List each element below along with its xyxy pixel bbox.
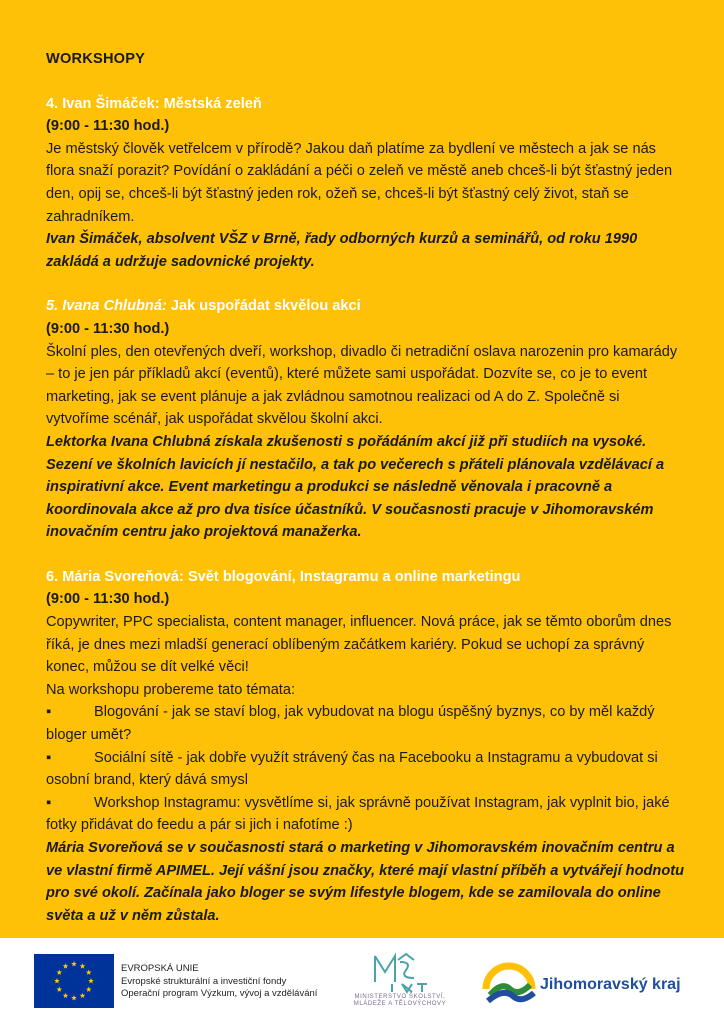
msmt-line-1: MINISTERSTVO ŠKOLSTVÍ, <box>354 994 446 1000</box>
list-item-text: Workshop Instagramu: vysvětlíme si, jak správně používat Instagram, jak vyplnit bio, jaké fotky přidávat do feedu a pár si jich i nafotíme :) <box>46 794 670 834</box>
jmk-name: Jihomoravský kraj <box>540 976 681 993</box>
list-item-text: Blogování - jak se staví blog, jak vybudovat na blogu úspěšný byznys, co by měl každý bloger umět? <box>46 704 655 744</box>
eu-line-1: EVROPSKÁ UNIE <box>121 963 199 974</box>
workshop-section-5 <box>46 295 686 544</box>
jmk-logo-icon <box>480 955 538 1005</box>
list-item-text: Sociální sítě - jak dobře využít strávený čas na Facebooku a Instagramu a vybudovat si osobní brand, který dává smysl <box>46 749 658 789</box>
section-title: 4. Ivan Šimáček: Městská zeleň <box>46 95 262 112</box>
section-bio: Lektorka Ivana Chlubná získala zkušenosti s pořádáním akcí již při studiích na vysoké. Sezení ve školních lavicích jí nestačilo, a tak po večerech s přáteli plánovala vzdělávací a inspirativní akce. Event marketingu a produkci se následně věnovala i pracovně a koordinovala akce až pro dva tisíce účastníků. V současnosti pracuje v Jihomoravském inovačním centru jako projektová manažerka. <box>46 433 665 541</box>
list-item <box>46 701 686 746</box>
eu-line-2: Evropské strukturální a investiční fondy <box>121 975 287 987</box>
bullet-icon: ▪ <box>46 794 52 811</box>
section-title-name: 5. Ivana Chlubná: <box>46 298 167 315</box>
page-heading: WORKSHOPY <box>46 51 146 67</box>
section-intro: Na workshopu probereme tato témata: <box>46 681 296 698</box>
bullet-icon: ▪ <box>46 749 52 766</box>
section-time: (9:00 - 11:30 hod.) <box>46 320 170 337</box>
section-body: Copywriter, PPC specialista, content manager, influencer. Nová práce, jak se těmto oborům dnes říká, je dnes mezi mladší generací oblíbeným začátkem kariéry. Pokud se uchopí za správný konec, můžou se dít velké věci! <box>46 614 672 676</box>
msmt-text <box>332 994 468 1008</box>
eu-flag-icon <box>34 954 114 1008</box>
eu-line-3: Operační program Výzkum, vývoj a vzdělávání <box>121 988 318 999</box>
section-time: (9:00 - 11:30 hod.) <box>46 591 170 608</box>
section-bio: Mária Svoreňová se v současnosti stará o marketing v Jihomoravském inovačním centru a ve vlastní firmě APIMEL. Její vášní jsou značky, které mají vlastní příběh a vytvářejí hodnotu pro své okolí. Začínala jako bloger se svým lifestyle blogem, kde se zamilovala do online světa a už v něm zůstala. <box>46 840 685 924</box>
workshop-section-4 <box>46 93 686 274</box>
document-content <box>46 48 686 949</box>
list-item <box>46 747 686 792</box>
msmt-line-2: MLÁDEŽE A TĚLOVÝCHOVY <box>353 1001 447 1007</box>
workshop-section-6 <box>46 566 686 928</box>
section-title <box>46 295 686 318</box>
section-bio: Ivan Šimáček, absolvent VŠZ v Brně, řady odborných kurzů a seminářů, od roku 1990 zakládá a udržuje sadovnické projekty. <box>46 231 638 270</box>
section-body: Je městský člověk vetřelcem v přírodě? Jakou daň platíme za bydlení ve městech a jak se nás flora snaží porazit? Povídání o zakládání a péči o zeleň ve městě aneb chceš-li být šťastný jeden den, opij se, chceš-li být šťastný jeden rok, ožeň se, chceš-li být šťastný celý život, staň se zahradníkem. <box>46 140 673 225</box>
eu-text <box>121 963 317 1001</box>
list-item <box>46 792 686 837</box>
bullet-icon: ▪ <box>46 704 52 721</box>
section-title: 6. Mária Svoreňová: Svět blogování, Instagramu a online marketingu <box>46 568 521 585</box>
section-time: (9:00 - 11:30 hod.) <box>46 118 170 135</box>
section-title-topic: Jak uspořádat skvělou akci <box>166 298 361 315</box>
section-body: Školní ples, den otevřených dveří, workshop, divadlo či netradiční oslava narozenin pro kamarády – to je jen pár příkladů akcí (eventů), které můžete sami uspořádat. Dozvíte se, co je to event marketing, jak se event plánuje a jak zvládnou samotnou realizaci od A do Z. Společně si vytvoříme scénář, jak uspořádat skvělou školní akci. <box>46 343 678 428</box>
